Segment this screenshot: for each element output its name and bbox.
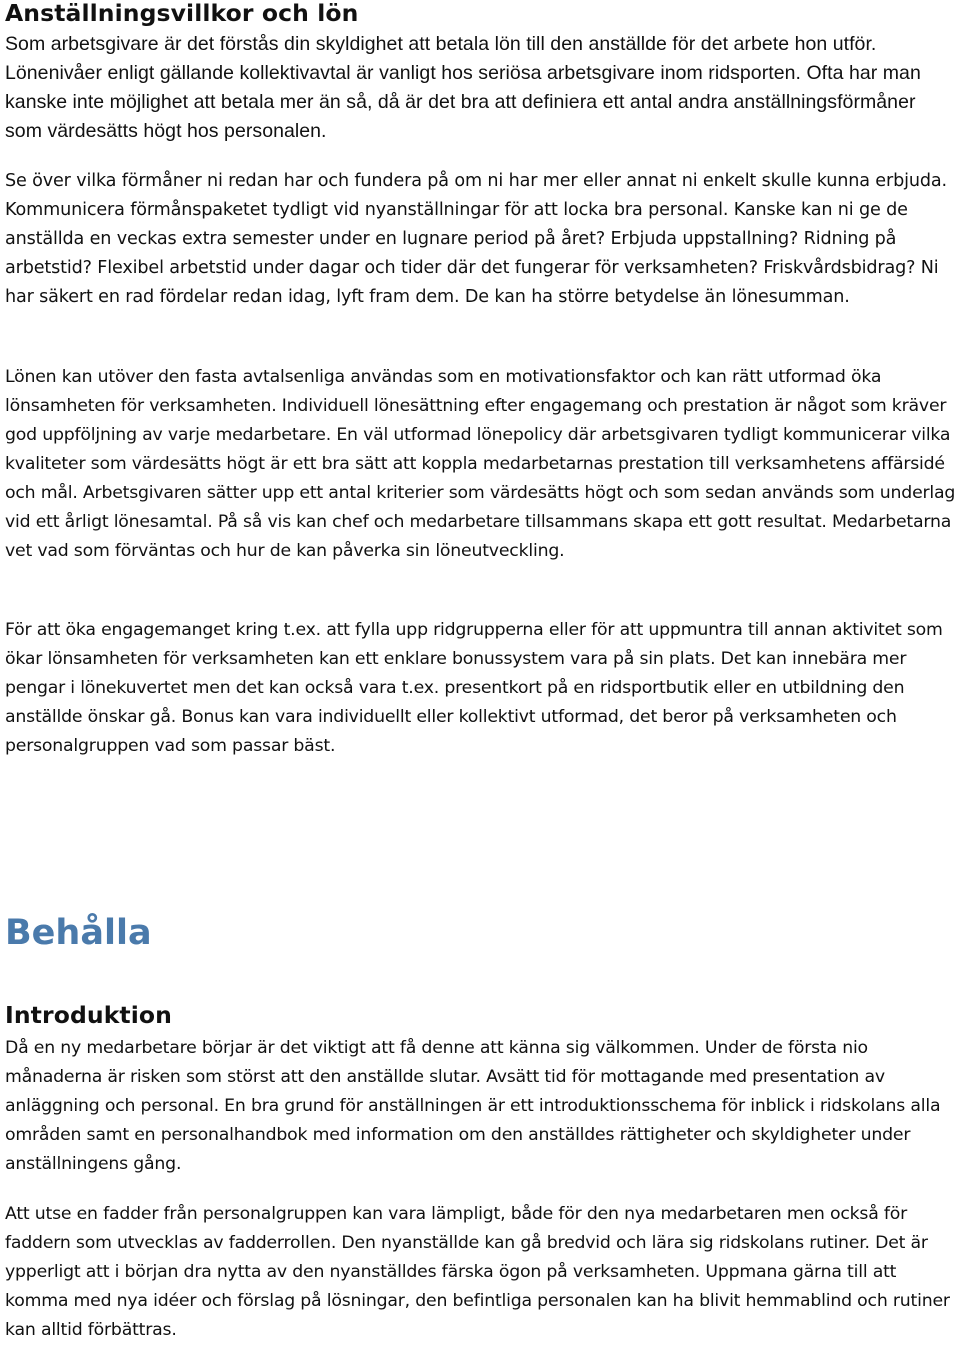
- paragraph-salary-motivation: Lönen kan utöver den fasta avtalsenliga användas som en motivationsfaktor och kan rätt utformad öka lönsamheten för verksamheten. Individuell lönesättning efter engagemang och prestation är något som kräver god uppföljning av varje medarbetare. En väl utformad lönepolicy där arbetsgivaren tydligt kommunicerar vilka kvaliteter som värdesätts högt är ett bra sätt att koppla medarbetarnas prestation till verksamhetens affärsidé och mål. Arbetsgivaren sätter upp ett antal kriterier som värdesätts högt och som sedan används som underlag vid ett årligt lönesamtal. På så vis kan chef och medarbetare tillsammans skapa ett gott resultat. Medarbetarna vet vad som förväntas och hur de kan påverka sin löneutveckling.: [5, 367, 956, 561]
- section-heading-employment-terms: Anställningsvillkor och lön: [5, 0, 359, 27]
- paragraph-employer-duty: Som arbetsgivare är det förstås din skyldighet att betala lön till den anställde för det arbete hon utför. Lönenivåer enligt gällande kollektivavtal är vanligt hos seriösa arbetsgivare inom ridsporten. Ofta har man kanske inte möjlighet att betala mer än så, då är det bra att definiera ett antal andra anställningsförmåner som värdesätts högt hos personalen.: [5, 33, 921, 142]
- section-title-retain: Behålla: [5, 913, 152, 953]
- paragraph-mentor: Att utse en fadder från personalgruppen kan vara lämpligt, både för den nya medarbetaren men också för faddern som utvecklas av fadderrollen. Den nyanställde kan gå bredvid och lära sig ridskolans rutiner. Det är ypperligt att i början dra nytta av den nyanställdes färska ögon på verksamheten. Uppmana gärna till att komma med nya idéer och förslag på lösningar, den befintliga personalen kan ha blivit hemmablind och rutiner kan alltid förbättras.: [5, 1204, 950, 1340]
- paragraph-introduction: Då en ny medarbetare börjar är det viktigt att få denne att känna sig välkommen. Under de första nio månaderna är risken som störst att den anställde slutar. Avsätt tid för mottagande med presentation av anläggning och personal. En bra grund för anställningen är ett introduktionsschema för inblick i ridskolans alla områden samt en personalhandbok med information om den anställdes rättigheter och skyldigheter under anställningens gång.: [5, 1038, 941, 1174]
- paragraph-benefits: Se över vilka förmåner ni redan har och fundera på om ni har mer eller annat ni enkelt skulle kunna erbjuda. Kommunicera förmånspaketet tydligt vid nyanställningar för att locka bra personal. Kanske kan ni ge de anställda en veckas extra semester under en lugnare period på året? Erbjuda uppstallning? Ridning på arbetstid? Flexibel arbetstid under dagar och tider där det fungerar för verksamheten? Friskvårdsbidrag? Ni har säkert en rad fördelar redan idag, lyft fram dem. De kan ha större betydelse än lönesumman.: [5, 171, 947, 307]
- subheading-introduction: Introduktion: [5, 1001, 172, 1029]
- paragraph-bonus: För att öka engagemanget kring t.ex. att fylla upp ridgrupperna eller för att uppmuntra till annan aktivitet som ökar lönsamheten för verksamheten kan ett enklare bonussystem vara på sin plats. Det kan innebära mer pengar i lönekuvertet men det kan också vara t.ex. presentkort på en ridsportbutik eller en utbildning den anställde önskar gå. Bonus kan vara individuellt eller kollektivt utformad, det beror på verksamheten och personalgruppen vad som passar bäst.: [5, 620, 943, 756]
